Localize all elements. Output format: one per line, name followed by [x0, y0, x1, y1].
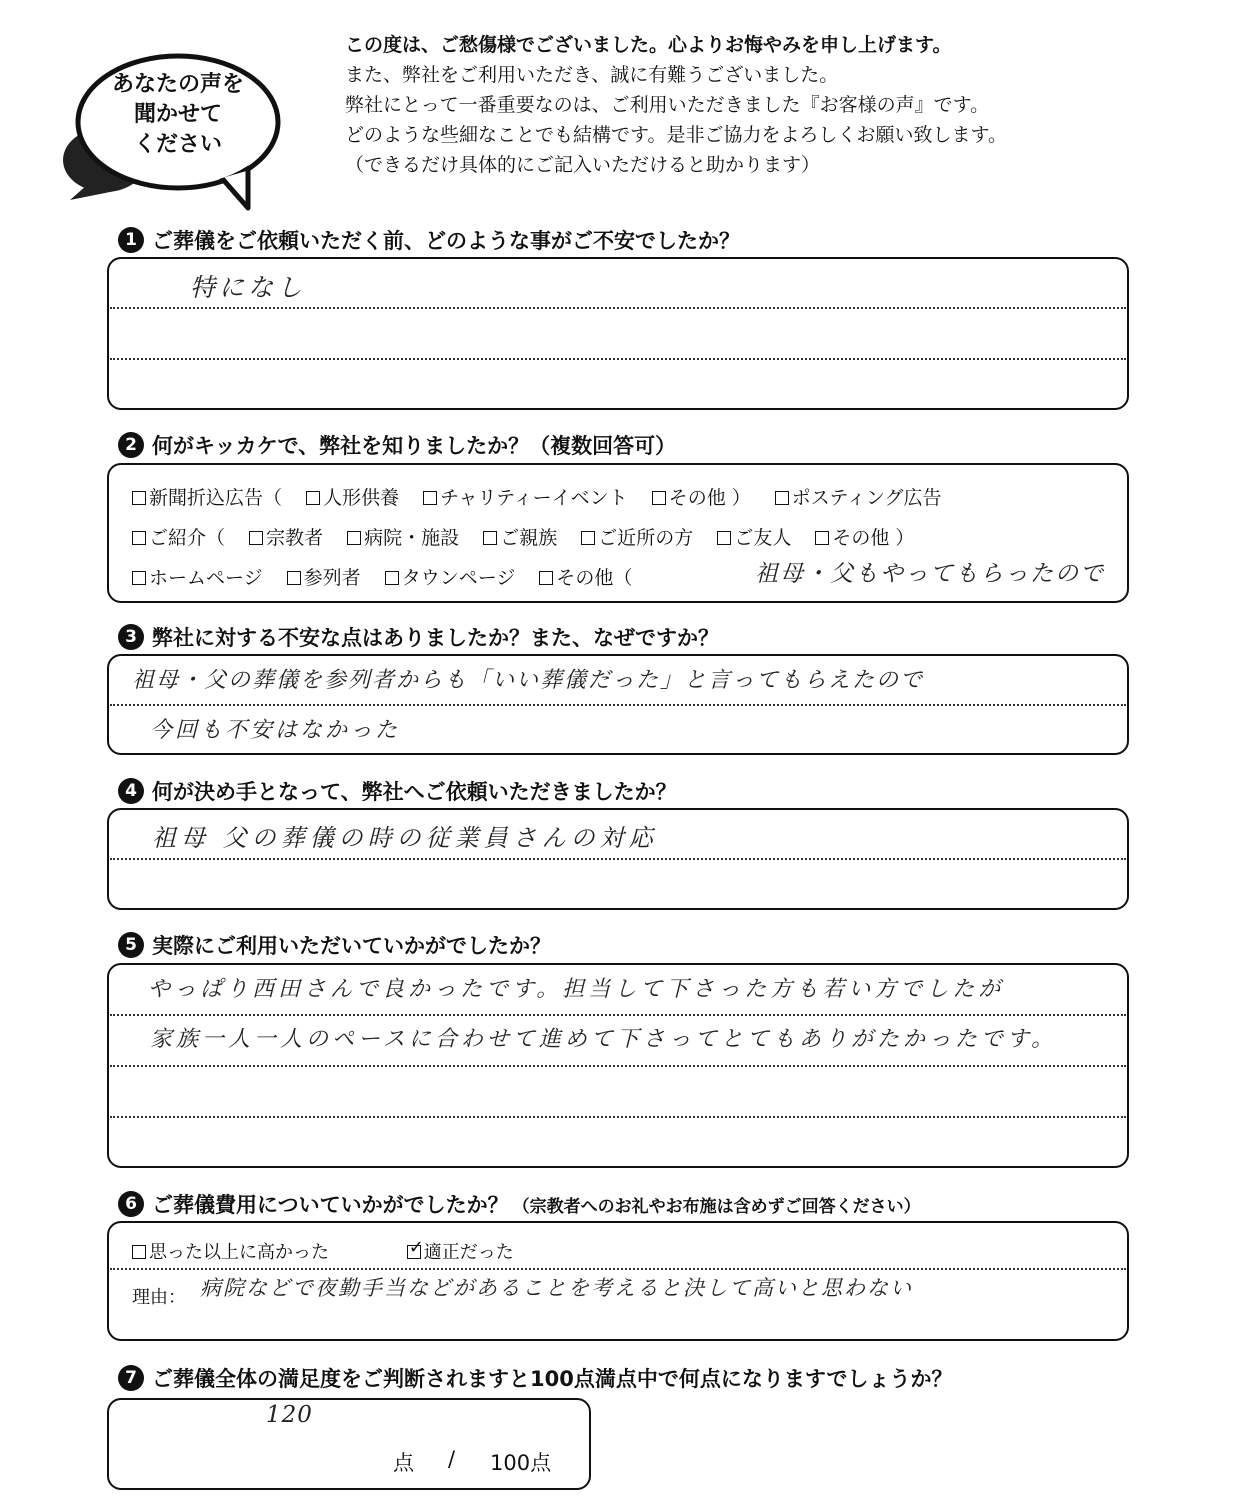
checkbox[interactable] [347, 531, 361, 545]
question-7-heading [118, 1363, 952, 1393]
question-number: 1 [118, 227, 144, 253]
ruled-line [110, 1014, 1126, 1016]
option-label: 新聞折込広告（ [149, 487, 283, 509]
question-5-answer-line-2: 家族一人一人のペースに合わせて進めて下さってとてもありがたかったです。 [150, 1027, 1058, 1052]
question-number: 5 [118, 932, 144, 958]
option-charity-event[interactable] [423, 483, 628, 510]
question-number: 6 [118, 1191, 144, 1217]
option-label: 思った以上に高かった [149, 1242, 329, 1263]
option-appropriate[interactable] [407, 1238, 514, 1264]
checkbox[interactable] [423, 491, 437, 505]
score-unit: 点 [393, 1451, 414, 1475]
checkbox[interactable] [581, 531, 595, 545]
reason-answer: 病院などで夜勤手当などがあることを考えると決して高いと思わない [200, 1276, 913, 1300]
checkbox[interactable] [775, 491, 789, 505]
ruled-line [110, 858, 1126, 860]
option-label: チャリティーイベント [440, 487, 628, 509]
option-label: ご紹介（ [149, 527, 226, 549]
question-2-heading [118, 430, 676, 460]
option-label: 人形供養 [323, 487, 400, 509]
question-3-answer-line-1: 祖母・父の葬儀を参列者からも「いい葬儀だった」と言ってもらえたので [132, 668, 925, 693]
question-title: 実際にご利用いただいていかがでしたか？ [152, 934, 551, 958]
option-posting-ad[interactable] [775, 483, 942, 510]
checkbox[interactable] [132, 491, 146, 505]
option-homepage[interactable] [132, 563, 263, 590]
checkbox-checked[interactable] [407, 1245, 421, 1259]
question-title: 何が決め手となって、弊社へご依頼いただきましたか？ [152, 780, 677, 804]
options-row-1 [132, 483, 960, 510]
option-referral[interactable] [132, 523, 225, 550]
other-answer: 祖母・父もやってもらったので [755, 561, 1105, 587]
question-number: 3 [118, 624, 144, 650]
ruled-line [110, 1268, 1126, 1270]
question-number: 2 [118, 432, 144, 458]
option-label: 参列者 [303, 567, 361, 589]
cost-options-row [132, 1238, 532, 1264]
question-title: 何がキッカケで、弊社を知りましたか？（複数回答可） [152, 434, 677, 458]
question-4-heading [118, 776, 677, 806]
options-row-2 [132, 523, 932, 550]
reason-label: 理由： [132, 1287, 186, 1308]
question-title: ご葬儀全体の満足度をご判断されますと100点満点中で何点になりますでしょうか？ [152, 1367, 953, 1391]
score-max: 100点 [490, 1451, 552, 1475]
checkbox[interactable] [652, 491, 666, 505]
option-label: 病院・施設 [364, 527, 460, 549]
question-4-answer: 祖母 父の葬儀の時の従業員さんの対応 [152, 824, 658, 852]
score-answer: 120 [266, 1402, 313, 1428]
checkbox[interactable] [132, 571, 146, 585]
question-title: 弊社に対する不安な点はありましたか？また、なぜですか？ [152, 626, 719, 650]
question-3-answer-line-2: 今回も不安はなかった [150, 718, 401, 743]
option-other-3[interactable] [539, 563, 632, 590]
option-label: 適正だった [423, 1242, 514, 1263]
checkbox[interactable] [306, 491, 320, 505]
score-slash: / [448, 1447, 456, 1471]
intro-line-3: 弊社にとって一番重要なのは、ご利用いただきました『お客様の声』です。 [345, 94, 990, 116]
option-label: ホームページ [149, 567, 263, 589]
checkbox[interactable] [132, 1245, 146, 1259]
ruled-line [110, 704, 1126, 706]
checkbox[interactable] [815, 531, 829, 545]
option-newspaper[interactable] [132, 483, 282, 510]
intro-line-4: どのような些細なことでも結構です。是非ご協力をよろしくお願い致します。 [345, 124, 1007, 146]
ruled-line [110, 1116, 1126, 1118]
option-label: ご親族 [500, 527, 558, 549]
options-row-3 [132, 563, 636, 590]
option-label: ご近所の方 [598, 527, 694, 549]
question-6-heading [118, 1189, 921, 1219]
question-number: 7 [118, 1365, 144, 1391]
option-relatives[interactable] [483, 523, 557, 550]
option-too-expensive[interactable] [132, 1238, 329, 1264]
option-clergy[interactable] [249, 523, 323, 550]
checkbox[interactable] [249, 531, 263, 545]
checkbox[interactable] [287, 571, 301, 585]
option-neighbors[interactable] [581, 523, 693, 550]
option-label: その他（ [556, 567, 633, 589]
bubble-text [76, 70, 280, 160]
question-3-heading [118, 622, 719, 652]
question-title: ご葬儀をご依頼いただく前、どのような事がご不安でしたか？ [152, 229, 740, 253]
option-label: ご友人 [734, 527, 792, 549]
option-other-1[interactable] [652, 483, 751, 510]
bubble-line-2: 聞かせて [133, 102, 222, 127]
intro-text [345, 30, 1007, 180]
intro-line-2: また、弊社をご利用いただき、誠に有難うございました。 [345, 64, 839, 86]
option-doll-memorial[interactable] [306, 483, 399, 510]
bubble-line-1: あなたの声を [111, 72, 244, 97]
option-label: その他 ） [668, 487, 751, 509]
option-hospital[interactable] [347, 523, 459, 550]
checkbox[interactable] [132, 531, 146, 545]
intro-line-5: （できるだけ具体的にご記入いただけると助かります） [345, 154, 821, 176]
checkbox[interactable] [717, 531, 731, 545]
question-5-heading [118, 930, 551, 960]
question-note: （宗教者へのお礼やお布施は含めずご回答ください） [512, 1196, 921, 1217]
checkbox[interactable] [539, 571, 553, 585]
option-label: ポスティング広告 [791, 487, 942, 509]
intro-line-1: この度は、ご愁傷様でございました。心よりお悔やみを申し上げます。 [345, 34, 952, 56]
bubble-line-3: ください [133, 132, 222, 157]
ruled-line [110, 307, 1126, 309]
checkbox[interactable] [385, 571, 399, 585]
question-title: ご葬儀費用についていかがでしたか？ [152, 1193, 509, 1217]
question-1-answer: 特になし [190, 273, 307, 302]
option-label: 宗教者 [266, 527, 324, 549]
ruled-line [110, 1065, 1126, 1067]
option-friends[interactable] [717, 523, 791, 550]
checkbox[interactable] [483, 531, 497, 545]
option-attendee[interactable] [287, 563, 361, 590]
option-label: その他 ） [832, 527, 915, 549]
question-1-heading [118, 225, 740, 255]
option-town-page[interactable] [385, 563, 516, 590]
option-label: タウンページ [401, 567, 516, 589]
ruled-line [110, 358, 1126, 360]
question-5-answer-line-1: やっぱり西田さんで良かったです。担当して下さった方も若い方でしたが [148, 977, 1005, 1002]
option-other-2[interactable] [815, 523, 914, 550]
question-number: 4 [118, 778, 144, 804]
